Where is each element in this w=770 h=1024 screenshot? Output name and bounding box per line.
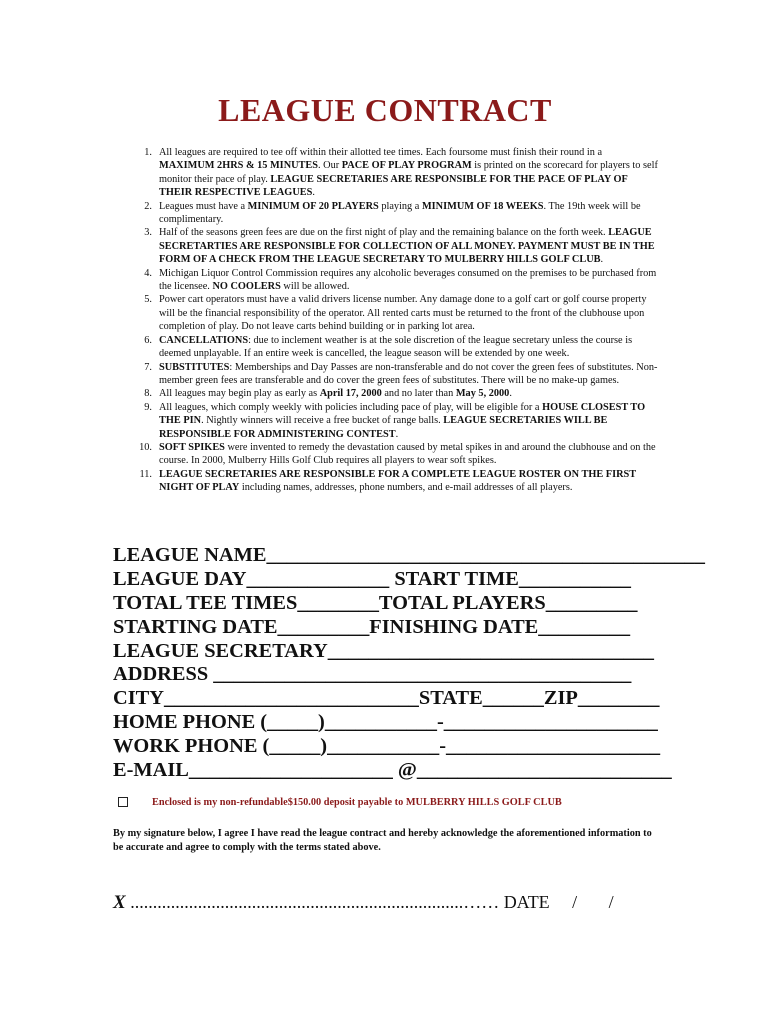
- rule-text: : due to inclement weather is at the sole discretion of the league secretary unless the course is deemed unplayable. If an entire week is cancelled, the league season will be extended by one week.: [159, 334, 633, 360]
- rule-text: CANCELLATIONS: [159, 334, 249, 346]
- rule-item: [130, 468, 660, 495]
- rule-text: SOFT SPIKES: [159, 441, 225, 453]
- league-info-form: [113, 544, 705, 783]
- rule-number: 5.: [144, 294, 152, 306]
- signature-x-mark: X: [113, 892, 126, 913]
- rule-number: 11.: [139, 468, 152, 480]
- rule-number: 4.: [144, 267, 152, 279]
- deposit-text: Enclosed is my non-refundable$150.00 deposit payable to MULBERRY HILLS GOLF CLUB: [152, 797, 562, 808]
- rule-text: LEAGUE SECRETARIES ARE RESPONSIBLE FOR THE PACE OF PLAY OF THEIR RESPECTIVE LEAGUES: [159, 173, 628, 199]
- rule-text: . The 19th week will be complimentary.: [159, 200, 641, 226]
- rule-item: [130, 146, 660, 200]
- rule-text: were invented to remedy the devastation caused by metal spikes in and around the clubhouse and on the course. In 2000, Mulberry Hills Golf Club requires all players to wear soft spikes.: [159, 441, 656, 467]
- rule-text: HOUSE CLOSEST TO THE PIN: [159, 401, 646, 427]
- rule-text: LEAGUE SECRETARIES WILL BE RESPONSIBLE FOR ADMINISTERING CONTEST: [159, 415, 608, 440]
- signature-line[interactable]: [113, 892, 673, 916]
- form-field-line[interactable]: STARTING DATE_________FINISHING DATE_________: [113, 615, 631, 638]
- rule-text: All leagues, which comply weekly with policies including pace of play, will be eligible for a: [159, 401, 543, 413]
- rule-number: 6.: [144, 334, 152, 346]
- rule-number: 8.: [144, 388, 152, 400]
- rule-text: LEAGUE SECRETARTIES ARE RESPONSIBLE FOR COLLECTION OF ALL MONEY. PAYMENT MUST BE IN THE FORM OF A CHECK FROM THE LEAGUE SECRETARY TO MULBERRY HILLS GOLF CLUB: [159, 227, 655, 266]
- rule-item: [130, 334, 660, 361]
- page-title: LEAGUE CONTRACT: [218, 92, 552, 128]
- rule-item: [130, 226, 660, 266]
- rules-list: [130, 146, 660, 495]
- form-field-line[interactable]: CITY_________________________STATE______ZIP________: [113, 687, 660, 710]
- form-field-line[interactable]: LEAGUE SECRETARY________________________________: [113, 639, 654, 662]
- rule-number: 1.: [144, 147, 152, 158]
- rule-item: [130, 401, 660, 441]
- rule-text: MAXIMUM 2HRS & 15 MINUTES: [159, 160, 319, 172]
- rule-text: PACE OF PLAY PROGRAM: [341, 160, 472, 172]
- rule-text: SUBSTITUTES: [159, 361, 230, 373]
- rule-text: .: [395, 428, 399, 440]
- acknowledgement-text: By my signature below, I agree I have read the league contract and hereby acknowledge the aforementioned information to be accurate and agree to comply with the terms stated above.: [113, 828, 652, 853]
- rule-number: 9.: [144, 401, 152, 413]
- rule-text: April 17, 2000: [319, 388, 382, 400]
- rule-text: All leagues are required to tee off within their allotted tee times. Each foursome must finish their round in a: [159, 147, 603, 158]
- rule-text: including names, addresses, phone numbers, and e-mail addresses of all players.: [239, 482, 573, 494]
- rule-text: Power cart operators must have a valid drivers license number. Any damage done to a golf cart or golf course property will be the financial responsibility of the operator. All rented carts must be returned to the front of the clubhouse upon completion of play. Do not leave carts behind building or in parking lot area.: [159, 294, 647, 333]
- form-field-line[interactable]: HOME PHONE (_____)___________-_____________________: [113, 711, 658, 734]
- rule-text: and no later than: [381, 388, 456, 400]
- rule-text: Leagues must have a: [159, 200, 248, 212]
- rule-item: [130, 293, 660, 333]
- rule-number: 7.: [144, 361, 152, 373]
- rule-text: . Nightly winners will receive a free bucket of range balls.: [201, 415, 444, 427]
- rule-text: .: [600, 254, 604, 266]
- rule-text: .: [312, 187, 315, 199]
- rule-text: Michigan Liquor Control Commission requires any alcoholic beverages consumed on the premises to be purchased from the licensee.: [159, 267, 657, 293]
- rule-text: will be allowed.: [280, 281, 350, 293]
- rule-item: [130, 361, 660, 388]
- deposit-row: [118, 796, 678, 812]
- form-field-line[interactable]: ADDRESS _________________________________________: [113, 663, 632, 686]
- rule-number: 3.: [144, 227, 152, 239]
- rule-text: All leagues may begin play as early as: [159, 388, 320, 400]
- form-field-line[interactable]: E-MAIL____________________ @_________________________: [113, 759, 672, 782]
- rule-item: [130, 387, 660, 400]
- rule-item: [130, 441, 660, 468]
- rule-text: LEAGUE SECRETARIES ARE RESPONSIBLE FOR A COMPLETE LEAGUE ROSTER ON THE FIRST NIGHT OF PLAY: [159, 468, 636, 494]
- deposit-checkbox[interactable]: [118, 797, 128, 807]
- rule-item: [130, 200, 660, 227]
- rule-text: May 5, 2000: [455, 388, 510, 400]
- rule-text: MINIMUM OF 20 PLAYERS: [247, 200, 379, 212]
- rule-text: MINIMUM OF 18 WEEKS: [421, 200, 544, 212]
- rule-text: Half of the seasons green fees are due on the first night of play and the remaining balance on the forth week.: [159, 227, 609, 239]
- rule-text: .: [509, 388, 512, 400]
- signature-date-text: ..........................................................................…… DATE / /: [125, 892, 614, 912]
- rule-number: 10.: [139, 441, 152, 453]
- rule-text: playing a: [378, 200, 422, 212]
- rule-text: . Our: [318, 160, 342, 172]
- form-field-line[interactable]: LEAGUE DAY______________ START TIME___________: [113, 567, 631, 590]
- rule-text: : Memberships and Day Passes are non-transferable and do not cover the green fees of substitutes. Non-member green fees are transferable and do cover the green fees of substitutes. There will be no make-up games.: [159, 361, 658, 386]
- rule-text: NO COOLERS: [212, 281, 281, 293]
- rule-item: [130, 267, 660, 294]
- rule-number: 2.: [144, 200, 152, 212]
- form-field-line[interactable]: TOTAL TEE TIMES________TOTAL PLAYERS_________: [113, 591, 638, 614]
- rule-text: is printed on the scorecard for players to self monitor their pace of play.: [159, 160, 658, 185]
- form-field-line[interactable]: WORK PHONE (_____)___________-_____________________: [113, 735, 661, 758]
- form-field-line[interactable]: LEAGUE NAME___________________________________________: [113, 544, 705, 566]
